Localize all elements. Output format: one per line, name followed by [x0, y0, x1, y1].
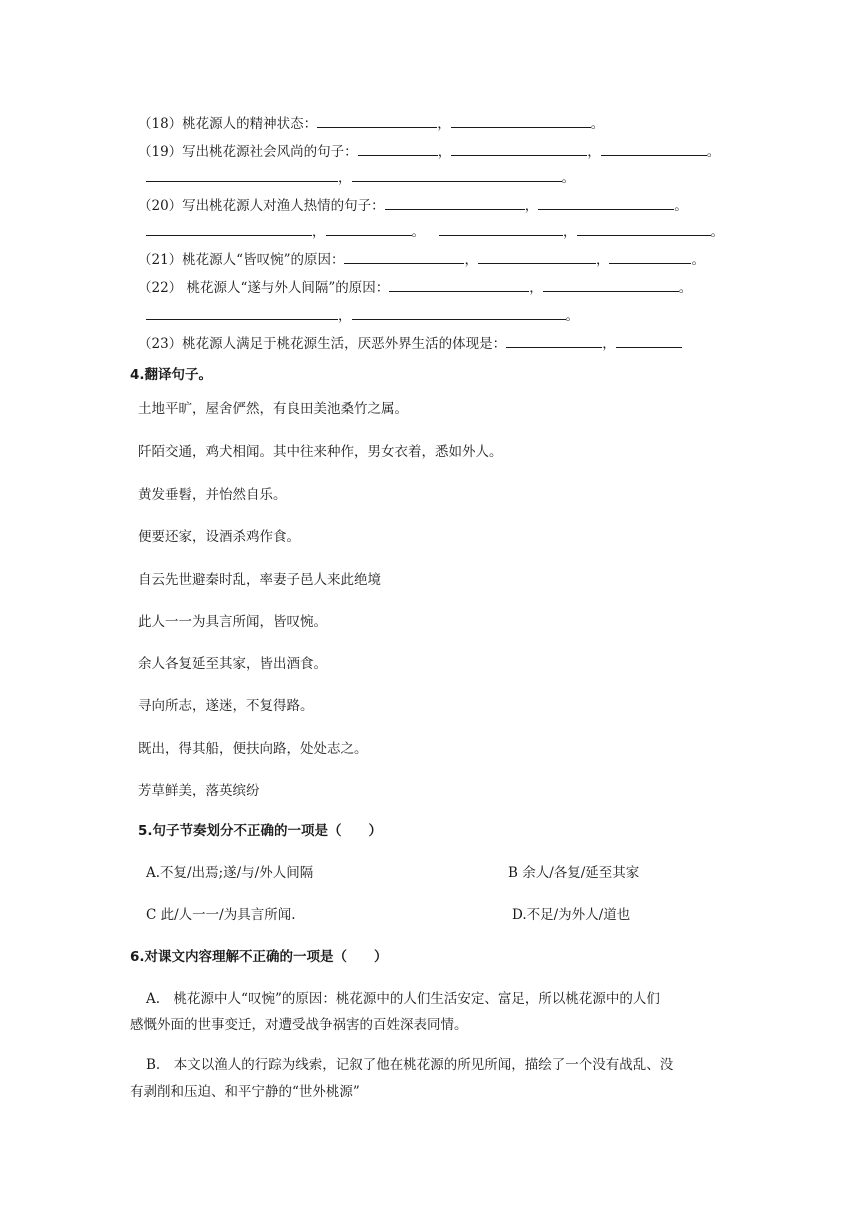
question-20-label: （20）写出桃花源人对渔人热情的句子： [138, 198, 385, 214]
answer-blank[interactable] [601, 142, 707, 156]
period: 。 [561, 170, 575, 186]
answer-blank[interactable] [577, 222, 711, 236]
answer-blank[interactable] [352, 168, 562, 182]
separator: ， [602, 336, 616, 352]
answer-blank[interactable] [358, 142, 438, 156]
separator: ， [437, 144, 452, 160]
question-23 [138, 334, 682, 353]
question-23-label: （23）桃花源人满足于桃花源生活，厌恶外界生活的体现是： [138, 336, 507, 352]
period: 。 [565, 308, 579, 324]
separator: ， [524, 198, 539, 214]
option-b-line-1[interactable]: B. 本文以渔人的行踪为线索，记叙了他在桃花源的所见所闻，描绘了一个没有战乱、没 [146, 1057, 674, 1073]
question-22-continued [146, 306, 579, 325]
answer-blank[interactable] [478, 250, 596, 264]
separator: ， [587, 144, 601, 160]
answer-blank[interactable] [616, 334, 682, 348]
section-4-heading: 4.翻译句子。 [130, 367, 213, 383]
question-20 [138, 196, 688, 215]
option-a-line-1[interactable]: A. 桃花源中人“叹惋”的原因：桃花源中的人们生活安定、富足，所以桃花源中的人们 [146, 991, 660, 1007]
translate-sentence-7: 余人各复延至其家，皆出酒食。 [138, 656, 327, 672]
option-a-line-2: 感慨外面的世事变迁，对遭受战争祸害的百姓深表同情。 [130, 1017, 468, 1033]
question-22-label: （22） 桃花源人“遂与外人间隔”的原因： [138, 280, 390, 296]
period: 。 [678, 280, 693, 296]
answer-blank[interactable] [146, 306, 338, 320]
period: 。 [590, 116, 605, 132]
answer-blank[interactable] [317, 114, 437, 128]
answer-blank[interactable] [344, 250, 464, 264]
answer-blank[interactable] [146, 168, 338, 182]
period: 。 [674, 198, 688, 214]
translate-sentence-8: 寻向所志，遂迷，不复得路。 [138, 698, 314, 714]
answer-blank[interactable] [609, 250, 691, 264]
answer-blank[interactable] [439, 222, 563, 236]
question-19-continued [146, 168, 575, 187]
separator: ， [338, 308, 352, 324]
answer-blank[interactable] [543, 278, 679, 292]
separator: ， [437, 116, 451, 132]
question-22 [138, 278, 692, 297]
answer-blank[interactable] [352, 306, 566, 320]
answer-blank[interactable] [385, 196, 525, 210]
question-21 [138, 250, 705, 269]
question-19-label: （19）写出桃花源社会风尚的句子： [138, 144, 358, 160]
question-18-label: （18）桃花源人的精神状态： [138, 116, 318, 132]
answer-blank[interactable] [538, 196, 674, 210]
separator: ， [529, 280, 543, 296]
separator: ， [312, 224, 326, 240]
translate-sentence-3: 黄发垂髫，并怡然自乐。 [138, 487, 287, 503]
answer-blank[interactable] [451, 114, 591, 128]
separator: ， [464, 252, 478, 268]
period: 。 [691, 252, 705, 268]
question-20-continued [146, 222, 724, 241]
question-19 [138, 142, 720, 161]
answer-blank[interactable] [451, 142, 587, 156]
answer-blank[interactable] [146, 222, 312, 236]
translate-sentence-4: 便要还家，设酒杀鸡作食。 [138, 529, 300, 545]
option-c[interactable]: C 此/人一一/为具言所闻. [146, 907, 296, 923]
translate-sentence-10: 芳草鲜美，落英缤纷 [138, 783, 260, 799]
option-b-line-2: 有剥削和压迫、和平宁静的“世外桃源” [130, 1084, 360, 1100]
answer-blank[interactable] [389, 278, 529, 292]
period: 。 [710, 224, 724, 240]
translate-sentence-2: 阡陌交通，鸡犬相闻。其中往来种作，男女衣着，悉如外人。 [138, 444, 503, 460]
option-d[interactable]: D.不足/为外人/道也 [512, 907, 631, 923]
answer-blank[interactable] [326, 222, 412, 236]
option-b[interactable]: B 余人/各复/延至其家 [508, 865, 640, 881]
answer-blank[interactable] [506, 334, 602, 348]
translate-sentence-6: 此人一一为具言所闻，皆叹惋。 [138, 614, 327, 630]
question-21-label: （21）桃花源人“皆叹惋”的原因： [138, 252, 345, 268]
option-a[interactable]: A.不复/出焉;遂/与/外人间隔 [146, 865, 314, 881]
section-5-heading: 5.句子节奏划分不正确的一项是（ ） [138, 823, 383, 839]
section-6-heading: 6.对课文内容理解不正确的一项是（ ） [130, 949, 388, 965]
separator: ， [338, 170, 352, 186]
period: 。 [706, 144, 721, 160]
translate-sentence-1: 土地平旷，屋舍俨然，有良田美池桑竹之属。 [138, 401, 408, 417]
period: 。 [411, 224, 425, 240]
translate-sentence-5: 自云先世避秦时乱，率妻子邑人来此绝境 [138, 572, 381, 588]
separator: ， [563, 224, 577, 240]
separator: ， [595, 252, 610, 268]
question-18 [138, 114, 604, 133]
translate-sentence-9: 既出，得其船，便扶向路，处处志之。 [138, 741, 368, 757]
